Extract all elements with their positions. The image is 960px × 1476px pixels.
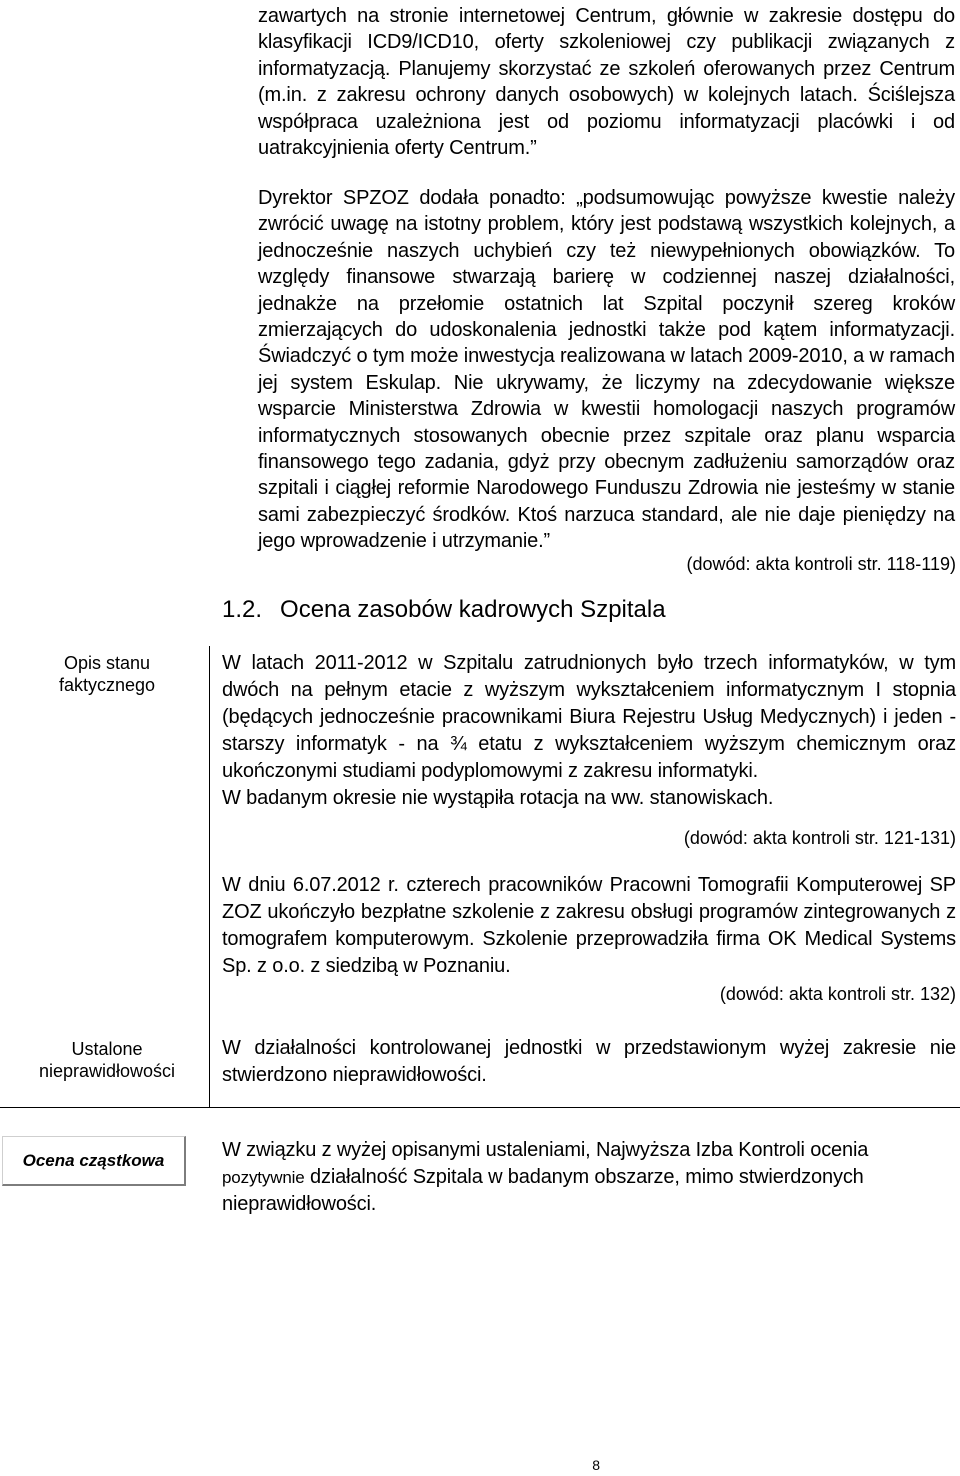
page-number: 8 (592, 1457, 600, 1473)
section-heading (222, 592, 666, 628)
facts-paragraph-it-staff: W latach 2011-2012 w Szpitalu zatrudnionych było trzech informatyków, w tym dwóch na pełnym etacie z wyższym wykształceniem informatycznym I stopnia (będących jednocześnie pracownikami Biura Rejestru Usług Medycznych) i jeden - starszy informatyk - na ¾ etatu z wykształceniem wyższym chemicznym oraz ukończonymi studiami podyplomowymi z zakresu informatyki. (222, 652, 956, 782)
assessment-rating: pozytywnie (222, 1168, 305, 1187)
assessment-text (222, 1137, 956, 1218)
section-separator-line (0, 1107, 960, 1108)
section-title: Ocena zasobów kadrowych Szpitala (280, 596, 666, 623)
quote-paragraph-2: Dyrektor SPZOZ dodała ponadto: „podsumowując powyższe kwestie należy zwrócić uwagę na istotny problem, który jest podstawą wszystkich kolejnych, a jednocześnie naszych uchybień czy też niewypełnionych obowiązków. To względy finansowe stwarzają barierę w codziennej naszej działalności, jednakże na przełomie ostatnich lat Szpital poczynił szereg kroków zmierzających do udoskonalenia jednostki także pod kątem informatyzacji. Świadczyć o tym może inwestycja realizowana w latach 2009-2010, a w ramach jej system Eskulap. Nie ukrywamy, że liczymy na zdecydowanie większe wsparcie Ministerstwa Zdrowia w kwestii homologacji naszych programów informatycznych stosowanych obecnie przez szpitale oraz planu wsparcia finansowego tego zadania, gdyż przy obecnym zadłużeniu samorządów oraz szpitali i ciągłej reformie Narodowego Funduszu Zdrowia nie jesteśmy w stanie sami zabezpieczyć środków. Ktoś narzuca standard, ale nie daje pieniędzy na jego wprowadzenie i utrzymanie.” (258, 187, 955, 553)
partial-assessment-label: Ocena cząstkowa (22, 1150, 165, 1170)
side-label-irregularities: Ustalone nieprawidłowości (38, 1039, 176, 1081)
irregularities-text: W działalności kontrolowanej jednostki w przedstawionym wyżej zakresie nie stwierdzono nieprawidłowości. (222, 1037, 956, 1086)
evidence-note-118-119: (dowód: akta kontroli str. 118-119) (686, 554, 956, 574)
assessment-text-start: W związku z wyżej opisanymi ustaleniami, Najwyższa Izba Kontroli ocenia (222, 1139, 869, 1161)
partial-assessment-box (2, 1136, 186, 1186)
section-number: 1.2. (222, 596, 263, 623)
quote-paragraph-1: zawartych na stronie internetowej Centrum, głównie w zakresie dostępu do klasyfikacji ICD9/ICD10, oferty szkoleniowej czy publikacji związanych z informatyzacją. Planujemy skorzystać ze szkoleń oferowanych przez Centrum (m.in. z zakresu ochrony danych osobowych) w kolejnych latach. Ściślejsza współpraca uzależniona jest od poziomu informatyzacji placówki i od uatrakcyjnienia oferty Centrum.” (258, 5, 955, 160)
side-label-facts: Opis stanu faktycznego (58, 653, 156, 695)
assessment-text-end: działalność Szpitala w badanym obszarze, mimo stwierdzonych nieprawidłowości. (222, 1166, 864, 1215)
evidence-note-121-131: (dowód: akta kontroli str. 121-131) (683, 828, 956, 848)
facts-paragraph-training: W dniu 6.07.2012 r. czterech pracowników Pracowni Tomografii Komputerowej SP ZOZ ukończyło bezpłatne szkolenie z zakresu obsługi programów zintegrowanych z tomografem komputerowym. Szkolenie przeprowadziła firma OK Medical Systems Sp. z o.o. z siedzibą w Poznaniu. (222, 874, 956, 977)
evidence-note-132: (dowód: akta kontroli str. 132) (719, 984, 956, 1004)
margin-divider-line (209, 646, 210, 1107)
facts-paragraph-rotation: W badanym okresie nie wystąpiła rotacja na ww. stanowiskach. (222, 787, 774, 809)
